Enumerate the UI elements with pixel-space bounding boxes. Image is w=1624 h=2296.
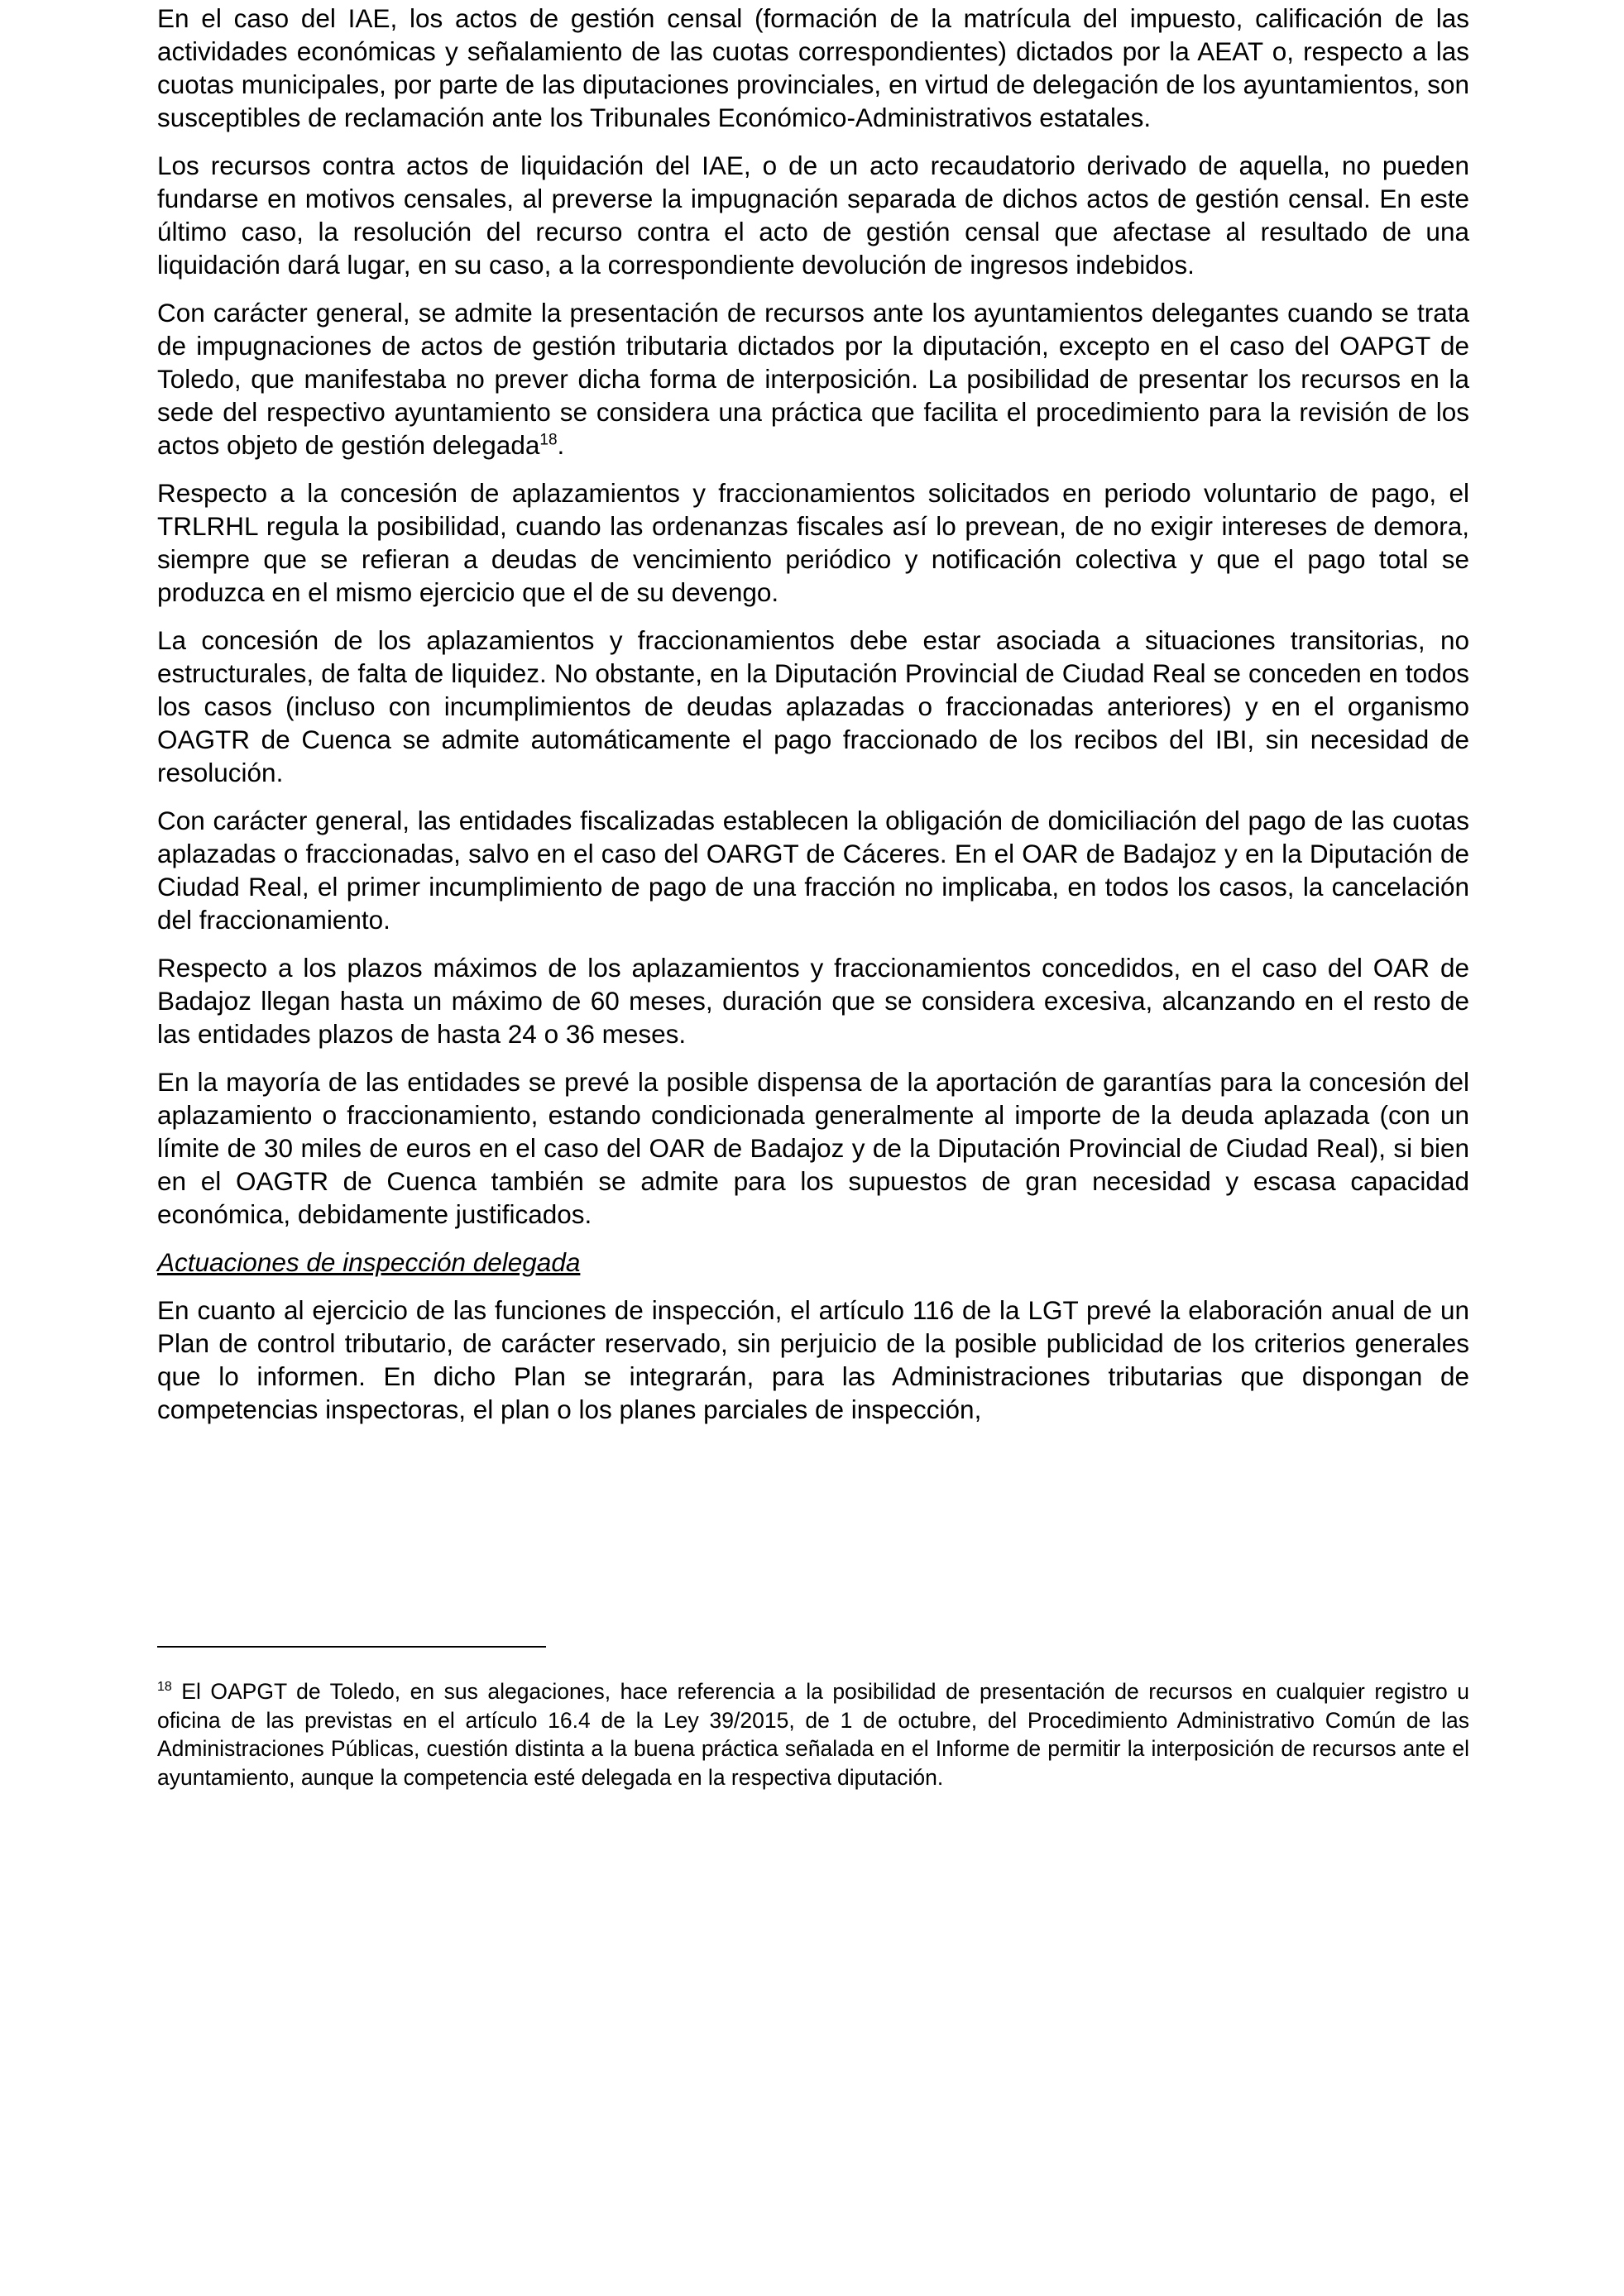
paragraph-plazos: Respecto a los plazos máximos de los aplazamientos y fraccionamientos concedidos, en el caso del OAR de Badajoz llegan hasta un máximo de 60 meses, duración que se considera excesiva, alcanzando en el resto de las entidades plazos de hasta 24 o 36 meses. [157, 953, 1469, 1049]
paragraph-end: . [557, 430, 565, 460]
paragraph-domiciliacion: Con carácter general, las entidades fiscalizadas establecen la obligación de domiciliación del pago de las cuotas aplazadas o fraccionadas, salvo en el caso del OARGT de Cáceres. En el OAR de Badajoz y en la Diputación de Ciudad Real, el primer incumplimiento de pago de una fracción no implicaba, en todos los casos, la cancelación del fraccionamiento. [157, 806, 1469, 935]
paragraph-recursos-liquidacion: Los recursos contra actos de liquidación del IAE, o de un acto recaudatorio derivado de aquella, no pueden fundarse en motivos censales, al preverse la impugnación separada de dichos actos de gestión censal. En este último caso, la resolución del recurso contra el acto de gestión censal que afectase al resultado de una liquidación dará lugar, en su caso, a la correspondiente devolución de ingresos indebidos. [157, 151, 1469, 280]
footnote [157, 1677, 1469, 1791]
paragraph-iae-censal: En el caso del IAE, los actos de gestión censal (formación de la matrícula del impuesto, calificación de las actividades económicas y señalamiento de las cuotas correspondientes) dictados por la AEAT o, respecto a las cuotas municipales, por parte de las diputaciones provinciales, en virtud de delegación de los ayuntamientos, son susceptibles de reclamación ante los Tribunales Económico-Administrativos estatales. [157, 3, 1469, 132]
footnote-separator [157, 1646, 546, 1648]
paragraph-inspeccion: En cuanto al ejercicio de las funciones de inspección, el artículo 116 de la LGT prevé la elaboración anual de un Plan de control tributario, de carácter reservado, sin perjuicio de la posible publicidad de los criterios generales que lo informen. En dicho Plan se integrarán, para las Administraciones tributarias que dispongan de competencias inspectoras, el plan o los planes parciales de inspección, [157, 1295, 1469, 1424]
document-body [157, 2, 1469, 1441]
paragraph-concesion: La concesión de los aplazamientos y fraccionamientos debe estar asociada a situaciones transitorias, no estructurales, de falta de liquidez. No obstante, en la Diputación Provincial de Ciudad Real se conceden en todos los casos (incluso con incumplimientos de deudas aplazadas o fraccionadas anteriores) y en el organismo OAGTR de Cuenca se admite automáticamente el pago fraccionado de los recibos del IBI, sin necesidad de resolución. [157, 625, 1469, 787]
paragraph-text: Con carácter general, se admite la presentación de recursos ante los ayuntamientos delegantes cuando se trata de impugnaciones de actos de gestión tributaria dictados por la diputación, excepto en el caso del OAPGT de Toledo, que manifestaba no prever dicha forma de interposición. La posibilidad de presentar los recursos en la sede del respectivo ayuntamiento se considera una práctica que facilita el procedimiento para la revisión de los actos objeto de gestión delegada [157, 298, 1469, 460]
paragraph-recursos-ayuntamientos [157, 296, 1469, 462]
paragraph-garantias: En la mayoría de las entidades se prevé la posible dispensa de la aportación de garantías para la concesión del aplazamiento o fraccionamiento, estando condicionada generalmente al importe de la deuda aplazada (con un límite de 30 miles de euros en el caso del OAR de Badajoz y de la Diputación Provincial de Ciudad Real), si bien en el OAGTR de Cuenca también se admite para los supuestos de gran necesidad y escasa capacidad económica, debidamente justificados. [157, 1067, 1469, 1229]
paragraph-aplazamientos: Respecto a la concesión de aplazamientos y fraccionamientos solicitados en periodo voluntario de pago, el TRLRHL regula la posibilidad, cuando las ordenanzas fiscales así lo prevean, de no exigir intereses de demora, siempre que se refieran a deudas de vencimiento periódico y notificación colectiva y que el pago total se produzca en el mismo ejercicio que el de su devengo. [157, 478, 1469, 607]
footnote-number: 18 [157, 1680, 172, 1695]
footnote-reference[interactable]: 18 [539, 431, 558, 449]
footnote-text: El OAPGT de Toledo, en sus alegaciones, hace referencia a la posibilidad de presentación de recursos en cualquier registro u oficina de las previstas en el artículo 16.4 de la Ley 39/2015, de 1 de octubre, del Procedimiento Administrativo Común de las Administraciones Públicas, cuestión distinta a la buena práctica señalada en el Informe de permitir la interposición de recursos ante el ayuntamiento, aunque la competencia esté delegada en la respectiva diputación. [157, 1679, 1469, 1790]
section-heading: Actuaciones de inspección delegada [157, 1247, 581, 1277]
